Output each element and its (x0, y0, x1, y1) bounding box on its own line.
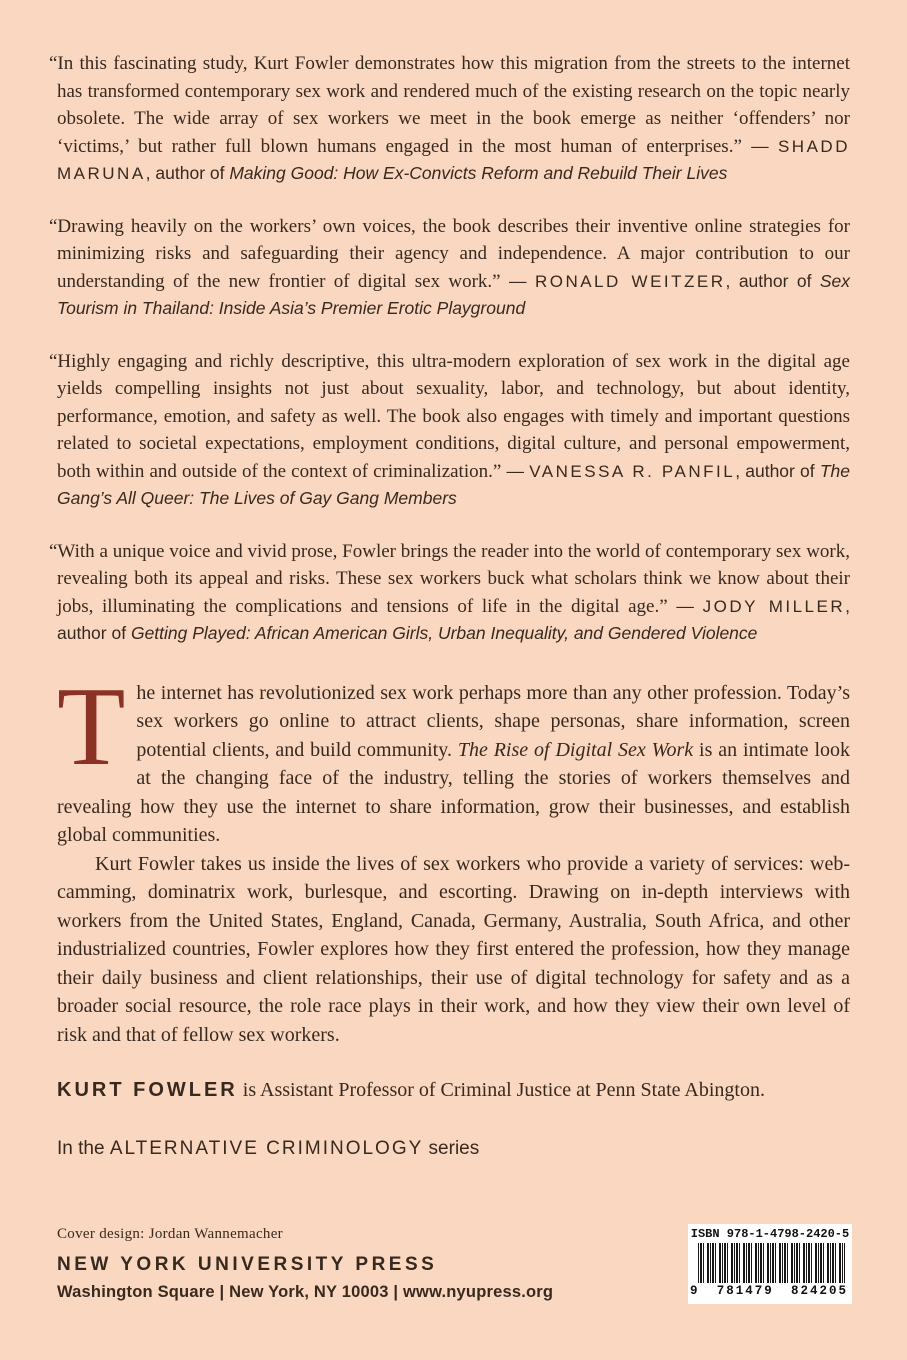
attribution-dash: — (667, 595, 703, 616)
isbn-label: ISBN 978-1-4798-2420-5 (690, 1227, 850, 1241)
barcode-digit-group: 824205 (790, 1284, 848, 1298)
series-note (57, 1138, 850, 1160)
reviewer-name: RONALD WEITZER (534, 271, 726, 291)
book-title-italic: The Rise of Digital Sex Work (457, 738, 694, 761)
author-bio-text: is Assistant Professor of Criminal Justice at Penn State Abington. (237, 1079, 765, 1101)
barcode-digit-group: 9 (690, 1284, 700, 1298)
description-text: he internet has revolutionized sex work perhaps more than any other profession. Today’s sex workers go online to attract clients, shape personas, share information, screen potential clients, and build community. (136, 681, 850, 761)
description-paragraph-2: Kurt Fowler takes us inside the lives of sex workers who provide a variety of services: web-camming, dominatrix work, burlesque, and escorting. Drawing on in-depth interviews with workers from the United States, England, Canada, Germany, Australia, South Africa, and other industrialized countries, Fowler explores how they first entered the profession, how they manage their daily business and client relationships, their use of digital technology for safety and as a broader social resource, the role race plays in their work, and how they view their own level of risk and that of fellow sex workers. (57, 852, 850, 1046)
reviewer-name: VANESSA R. PANFIL (529, 461, 736, 481)
series-prefix: In the (57, 1138, 110, 1159)
drop-cap: T (57, 664, 126, 789)
reviewer-work-title: Sex Tourism in Thailand: Inside Asia’s Premier Erotic Playground (57, 270, 851, 318)
review-blurb-miller (49, 538, 850, 648)
attribution-dash: — (741, 135, 778, 156)
author-name: KURT FOWLER (57, 1079, 238, 1101)
blurb-quote: “Highly engaging and richly descriptive, this ultra-modern exploration of sex work in the digital age yields compelling insights not just about sexuality, labor, and technology, but about identity, performance, emotion, and safety as well. The book also engages with timely and important questions related to societal expectations, employment conditions, digital culture, and personal empowerment, both within and outside of the context of criminalization.” (49, 350, 850, 482)
reviewer-role: , author of (57, 595, 850, 643)
series-name: ALTERNATIVE CRIMINOLOGY (109, 1138, 424, 1159)
description-text: is an intimate look at the changing face of the industry, telling the stories of workers themselves and revealing how they use the internet to share information, grow their businesses, and establish global communities. (57, 738, 851, 846)
cover-design-credit: Cover design: Jordan Wannemacher (57, 1226, 283, 1242)
publisher-block (57, 1254, 553, 1302)
review-blurb-panfil (49, 348, 851, 513)
reviewer-role: , author of (145, 163, 230, 183)
reviewer-work-title: Making Good: How Ex-Convicts Reform and Rebuild Their Lives (229, 163, 728, 183)
book-description (57, 664, 851, 1050)
reviewer-role: , author of (735, 460, 820, 481)
attribution-dash: — (501, 460, 530, 481)
description-paragraph-1 (57, 664, 851, 850)
barcode-digit-group: 781479 (716, 1284, 774, 1298)
blurb-quote: “With a unique voice and vivid prose, Fowler brings the reader into the world of contemporary sex work, revealing both its appeal and risks. These sex workers buck what scholars think we know about their jobs, illuminating the complications and tensions of life in the digital age.” (49, 540, 850, 617)
reviewer-name: SHADD MARUNA (57, 136, 850, 183)
blurb-quote: “In this fascinating study, Kurt Fowler demonstrates how this migration from the streets to the internet has transformed contemporary sex work and rendered much of the existing research on the topic nearly obsolete. The wide array of sex workers we meet in the book emerge as neither ‘offenders’ nor ‘victims,’ but rather full blown humans engaged in the most human of enterprises.” (49, 53, 850, 157)
reviewer-role: , author of (725, 270, 820, 291)
barcode-digits (688, 1283, 852, 1300)
publisher-name: NEW YORK UNIVERSITY PRESS (57, 1254, 438, 1275)
reviewer-work-title: The Gang’s All Queer: The Lives of Gay Gang Members (57, 460, 851, 508)
reviewer-name: JODY MILLER (702, 596, 846, 616)
author-bio (57, 1079, 850, 1102)
barcode-bars (698, 1243, 845, 1283)
isbn-barcode (688, 1224, 852, 1304)
review-blurb-maruna (49, 50, 850, 188)
attribution-dash: — (500, 270, 535, 291)
publisher-address: Washington Square | New York, NY 10003 | www.nyupress.org (57, 1283, 554, 1301)
series-suffix: series (423, 1138, 480, 1159)
review-blurb-weitzer (49, 213, 851, 323)
blurb-quote: “Drawing heavily on the workers’ own voices, the book describes their inventive online strategies for minimizing risks and safeguarding their agency and independence. A major contribution to our understanding of the new frontier of digital sex work.” (49, 215, 850, 292)
reviewer-work-title: Getting Played: African American Girls, Urban Inequality, and Gendered Violence (130, 623, 758, 643)
